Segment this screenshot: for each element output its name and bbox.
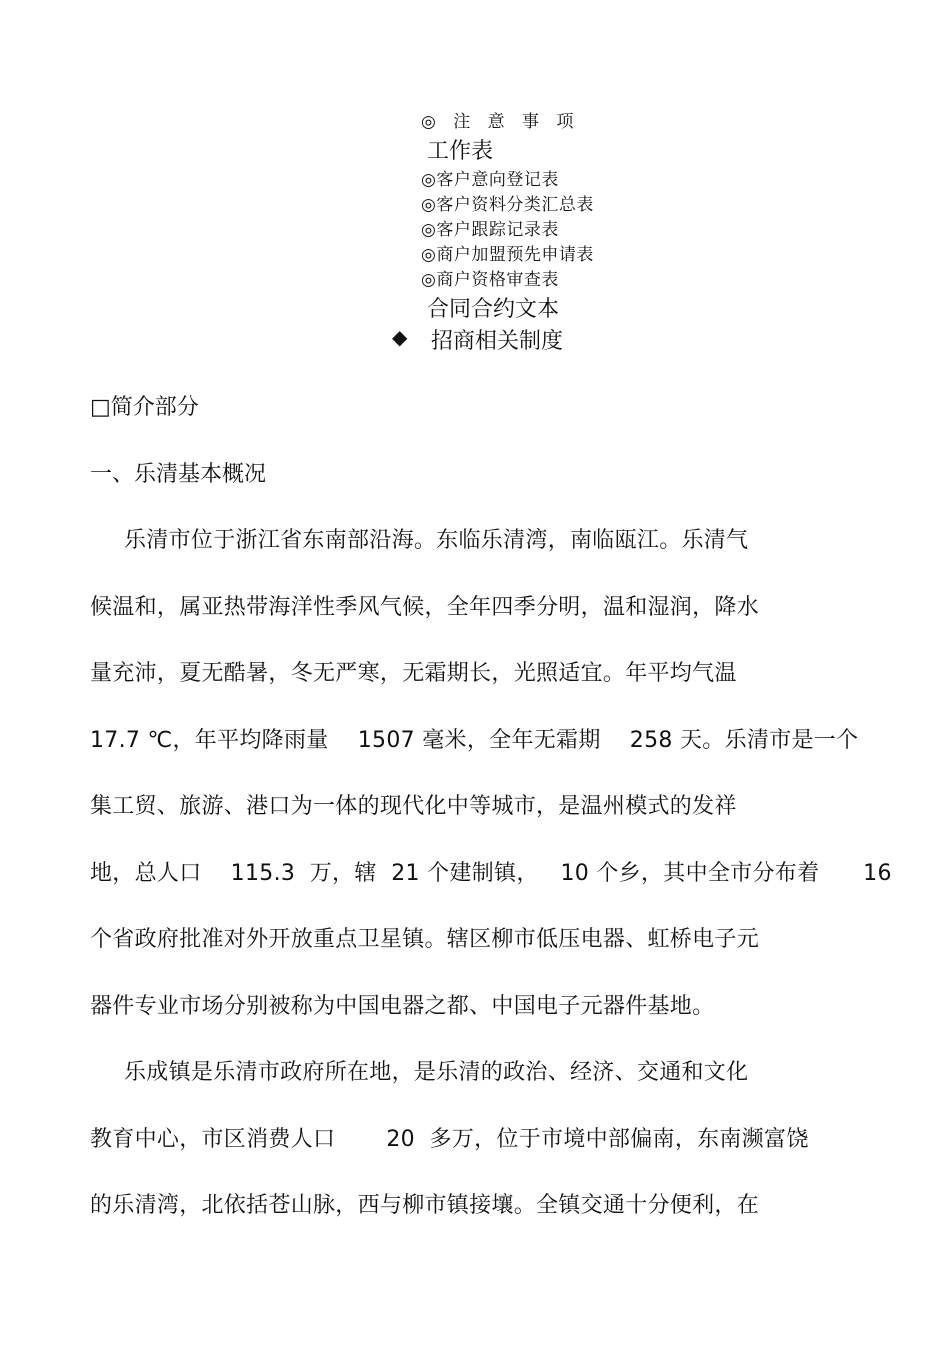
- paragraph-line: 候温和，属亚热带海洋性季风气候，全年四季分明，温和湿润，降水: [90, 595, 760, 620]
- toc-contracts-title: 合同合约文本: [427, 297, 560, 322]
- paragraph-line: 个省政府批准对外开放重点卫星镇。辖区柳市低压电器、虹桥电子元: [90, 927, 760, 952]
- section-heading: 一、乐清基本概况: [90, 462, 267, 487]
- toc-item: ◎商户资格审查表: [421, 270, 559, 290]
- paragraph-line: 乐成镇是乐清市政府所在地，是乐清的政治、经济、交通和文化: [124, 1060, 749, 1085]
- toc-item: ◎客户资料分类汇总表: [421, 195, 594, 215]
- paragraph-line: 地，总人口 115.3 万，辖 21 个建制镇， 10 个乡，其中全市分布着 16: [90, 861, 892, 886]
- toc-item: ◎商户加盟预先申请表: [421, 245, 594, 265]
- toc-notice: ◎ 注 意 事 项: [421, 112, 580, 132]
- toc-rules-title: 招商相关制度: [431, 329, 564, 354]
- paragraph-line: 器件专业市场分别被称为中国电器之都、中国电子元器件基地。: [90, 994, 715, 1019]
- toc-item: ◎客户跟踪记录表: [421, 220, 559, 240]
- paragraph-line: 17.7 ℃，年平均降雨量 1507 毫米，全年无霜期 258 天。乐清市是一个: [90, 728, 859, 753]
- toc-item: ◎客户意向登记表: [421, 170, 559, 190]
- paragraph-line: 集工贸、旅游、港口为一体的现代化中等城市，是温州模式的发祥: [90, 794, 737, 819]
- paragraph-line: 的乐清湾，北依括苍山脉，西与柳市镇接壤。全镇交通十分便利，在: [90, 1193, 760, 1218]
- toc-worksheets-title: 工作表: [427, 139, 494, 164]
- paragraph-line: 教育中心，市区消费人口 20 多万，位于市境中部偏南，东南濒富饶: [90, 1127, 809, 1152]
- paragraph-line: 量充沛，夏无酷暑，冬无严寒，无霜期长，光照适宜。年平均气温: [90, 661, 737, 686]
- intro-heading: □简介部分: [90, 395, 199, 420]
- paragraph-line: 乐清市位于浙江省东南部沿海。东临乐清湾，南临瓯江。乐清气: [124, 528, 749, 553]
- diamond-bullet-icon: ◆: [392, 325, 408, 349]
